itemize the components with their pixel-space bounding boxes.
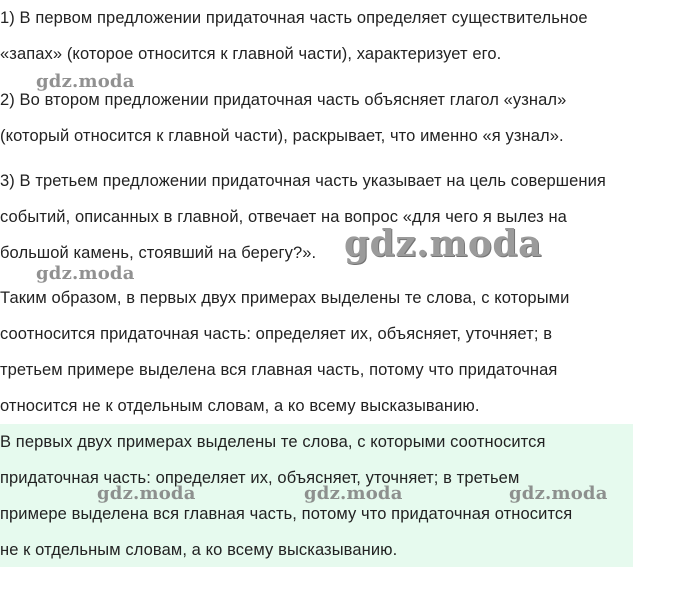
paragraph-line: (который относится к главной части), раскрывает, что именно «я узнал».: [0, 127, 564, 145]
watermark: gdz.moda: [97, 483, 196, 504]
paragraph-line: 2) Во втором предложении придаточная часть объясняет глагол «узнал»: [0, 91, 567, 109]
paragraph-line: третьем примере выделена вся главная часть, потому что придаточная: [0, 361, 558, 379]
watermark: gdz.moda: [36, 71, 135, 92]
watermark: gdz.moda: [36, 263, 135, 284]
paragraph-line: большой камень, стоявший на берегу?».: [0, 244, 317, 262]
paragraph-line: 3) В третьем предложении придаточная часть указывает на цель совершения: [0, 172, 606, 190]
paragraph-line: событий, описанных в главной, отвечает на вопрос «для чего я вылез на: [0, 208, 567, 226]
paragraph-line: 1) В первом предложении придаточная часть определяет существительное: [0, 9, 588, 27]
answer-line: В первых двух примерах выделены те слова, с которыми соотносится: [0, 433, 546, 451]
paragraph-summary: [0, 280, 672, 424]
paragraph-2: [0, 82, 672, 154]
paragraph-3: [0, 163, 672, 271]
answer-line: придаточная часть: определяет их, объясняет, уточняет; в третьем: [0, 469, 520, 487]
answer-paragraph: [0, 424, 640, 568]
watermark: gdz.moda: [509, 483, 608, 504]
paragraph-1: [0, 0, 672, 72]
paragraph-line: Таким образом, в первых двух примерах выделены те слова, с которыми: [0, 289, 570, 307]
watermark-large: gdz.moda: [344, 223, 542, 265]
answer-line: примере выделена вся главная часть, потому что придаточная относится: [0, 505, 573, 523]
paragraph-line: «запах» (которое относится к главной части), характеризует его.: [0, 45, 502, 63]
paragraph-line: относится не к отдельным словам, а ко всему высказыванию.: [0, 397, 480, 415]
answer-line: не к отдельным словам, а ко всему высказыванию.: [0, 541, 398, 559]
watermark: gdz.moda: [304, 483, 403, 504]
paragraph-line: соотносится придаточная часть: определяет их, объясняет, уточняет; в: [0, 325, 553, 343]
